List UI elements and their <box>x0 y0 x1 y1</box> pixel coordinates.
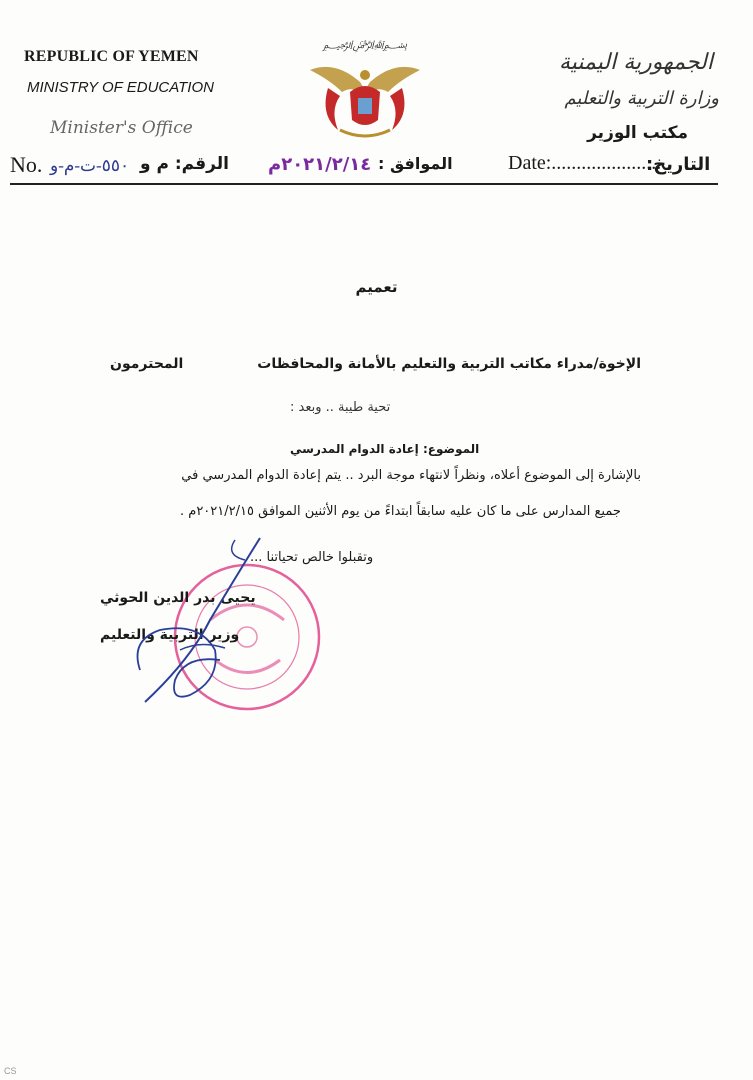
header-en-country: REPUBLIC OF YEMEN <box>24 48 199 65</box>
svg-text:﷽: ﷽ <box>322 38 408 51</box>
ref-ar-label: الرقم: م و <box>140 154 229 174</box>
header-divider <box>10 183 718 185</box>
letter-subject: الموضوع: إعادة الدوام المدرسي <box>290 442 480 456</box>
reference-row <box>10 152 718 182</box>
emblem-icon <box>290 30 440 145</box>
date-en-label: Date:...................... <box>508 152 662 174</box>
letter-title: تعميم <box>355 278 398 296</box>
header-ar-ministry: وزارة التربية والتعليم <box>564 88 719 109</box>
letter-addressee: الإخوة/مدراء مكاتب التربية والتعليم بالأمانة والمحافظات <box>257 356 641 372</box>
ref-no-value: ٥٥٠-ت-م-و <box>50 156 130 175</box>
date-ar-label: التاريخ: <box>646 154 711 175</box>
header-ar-country: الجمهورية اليمنية <box>558 50 713 75</box>
letter-honorific: المحترمون <box>110 356 184 372</box>
header-ar-office: مكتب الوزير <box>587 123 688 143</box>
letter-body-line-2: جميع المدارس على ما كان عليه سابقاً ابتداءً من يوم الأثنين الموافق ٢٠٢١/٢/١٥م . <box>180 504 621 519</box>
header-en-office: Minister's Office <box>50 118 193 138</box>
date-value: ٢٠٢١/٢/١٤م <box>268 154 372 175</box>
date-label-ar: الموافق : <box>378 154 453 173</box>
corner-mark: CS <box>4 1066 17 1076</box>
letter-closing: وتقبلوا خالص تحياتنا ... <box>250 550 374 565</box>
ref-no-label: No. <box>10 152 43 177</box>
header-en-ministry: MINISTRY OF EDUCATION <box>27 79 214 96</box>
signatory-title: وزير التربية والتعليم <box>100 627 240 643</box>
letter-body-line-1: بالإشارة إلى الموضوع أعلاه، ونظراً لانتهاء موجة البرد .. يتم إعادة الدوام المدرسي في <box>181 468 641 483</box>
letter-greeting: تحية طيبة .. وبعد : <box>290 400 391 415</box>
signature-icon <box>120 530 290 705</box>
signatory-name: يحيى بدر الدين الحوثي <box>100 590 256 606</box>
